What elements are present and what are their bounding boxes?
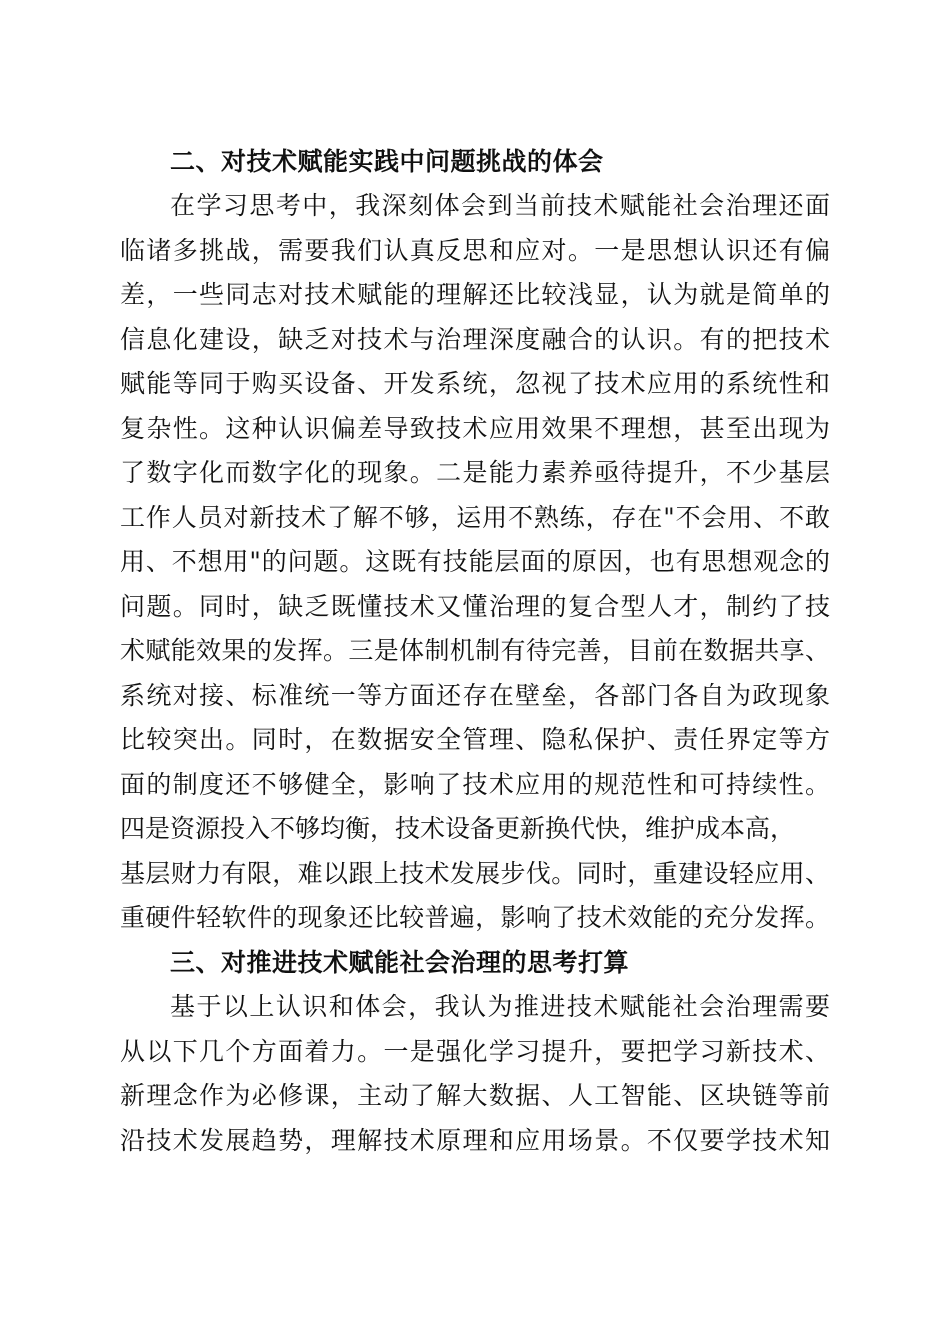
- paragraph-line: 差，一些同志对技术赋能的理解还比较浅显，认为就是简单的: [120, 280, 830, 309]
- paragraph-line: 临诸多挑战，需要我们认真反思和应对。一是思想认识还有偏: [120, 236, 830, 265]
- paragraph-line: 用、不想用"的问题。这既有技能层面的原因，也有思想观念的: [120, 547, 830, 576]
- paragraph-line: 系统对接、标准统一等方面还存在壁垒，各部门各自为政现象: [120, 681, 830, 710]
- paragraph-line: 比较突出。同时，在数据安全管理、隐私保护、责任界定等方: [120, 725, 830, 754]
- paragraph-line: 从以下几个方面着力。一是强化学习提升，要把学习新技术、: [120, 1037, 830, 1066]
- paragraph-line: 信息化建设，缺乏对技术与治理深度融合的认识。有的把技术: [120, 325, 830, 354]
- paragraph-line: 四是资源投入不够均衡，技术设备更新换代快，维护成本高，: [120, 814, 796, 843]
- paragraph-line: 沿技术发展趋势，理解技术原理和应用场景。不仅要学技术知: [120, 1126, 830, 1155]
- paragraph-line: 重硬件轻软件的现象还比较普遍，影响了技术效能的充分发挥。: [120, 903, 830, 932]
- paragraph-line: 术赋能效果的发挥。三是体制机制有待完善，目前在数据共享、: [120, 636, 830, 665]
- section-heading: 三、对推进技术赋能社会治理的思考打算: [170, 948, 630, 977]
- paragraph-line: 新理念作为必修课，主动了解大数据、人工智能、区块链等前: [120, 1081, 830, 1110]
- paragraph-line: 工作人员对新技术了解不够，运用不熟练，存在"不会用、不敢: [120, 503, 830, 532]
- section-heading: 二、对技术赋能实践中问题挑战的体会: [170, 147, 604, 176]
- paragraph-line: 面的制度还不够健全，影响了技术应用的规范性和可持续性。: [120, 770, 830, 799]
- paragraph-line: 复杂性。这种认识偏差导致技术应用效果不理想，甚至出现为: [120, 414, 830, 443]
- paragraph-line: 赋能等同于购买设备、开发系统，忽视了技术应用的系统性和: [120, 369, 830, 398]
- paragraph-line: 了数字化而数字化的现象。二是能力素养亟待提升，不少基层: [120, 458, 830, 487]
- paragraph-line: 基层财力有限，难以跟上技术发展步伐。同时，重建设轻应用、: [120, 859, 830, 888]
- paragraph-line: 问题。同时，缺乏既懂技术又懂治理的复合型人才，制约了技: [120, 592, 830, 621]
- paragraph-line: 基于以上认识和体会，我认为推进技术赋能社会治理需要: [170, 992, 830, 1021]
- paragraph-line: 在学习思考中，我深刻体会到当前技术赋能社会治理还面: [170, 191, 830, 220]
